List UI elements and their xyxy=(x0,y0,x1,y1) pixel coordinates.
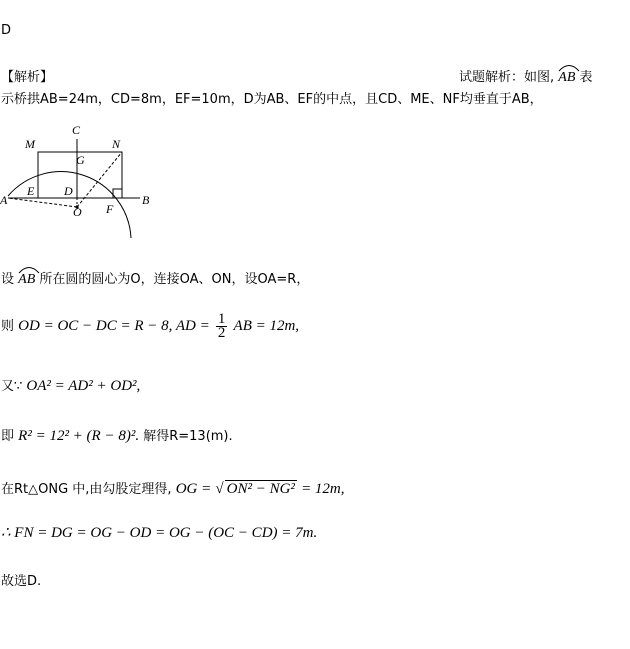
solution-line-1: 设 AB 所在圆的圆心为O，连接OA、ON，设OA=R， xyxy=(1,268,309,288)
fraction-one-half: $\frac{1}{2}$ xyxy=(217,311,226,341)
analysis-intro xyxy=(459,66,593,86)
label-g: G xyxy=(76,153,85,167)
solution-line-4: 即 R² = 12² + (R − 8)². 解得R=13(m). xyxy=(1,428,233,444)
solution-conclusion: 故选D. xyxy=(1,574,42,589)
equation-pythag: OA² = AD² + OD², xyxy=(26,378,141,394)
label-f: F xyxy=(106,202,114,216)
problem-statement: 示桥拱AB=24m，CD=8m，EF=10m，D为AB、EF的中点，且CD、ME、NF均垂直于AB， xyxy=(1,92,543,107)
label-e: E xyxy=(27,184,35,198)
line-oa xyxy=(8,198,77,207)
analysis-title: 【解析】 xyxy=(1,70,54,85)
intro-text: 试题解析：如图, xyxy=(459,70,555,85)
label-n: N xyxy=(112,137,121,151)
label-c: C xyxy=(72,123,81,137)
answer-text: D xyxy=(1,23,12,38)
bridge-arch-diagram xyxy=(0,120,160,245)
equation-od: OD = OC − DC = R − 8, AD = xyxy=(18,318,210,334)
arc-ab-label: AB xyxy=(558,70,575,86)
solution-line-2: 则 OD = OC − DC = R − 8, AD = $\frac{1}{2}$ AB = 12m, xyxy=(1,311,300,341)
solution-line-5: 在Rt△ONG 中,由勾股定理得, OG = √ ON² − NG² = 12m, xyxy=(1,481,345,497)
label-m: M xyxy=(25,137,35,151)
sqrt-expression: √ ON² − NG² xyxy=(215,481,295,497)
label-a: A xyxy=(0,193,8,207)
label-o: O xyxy=(73,205,82,219)
label-b: B xyxy=(142,193,150,207)
equation-r: R² = 12² + (R − 8)². xyxy=(18,428,140,444)
label-d: D xyxy=(64,184,73,198)
intro-tail: 表 xyxy=(579,70,593,85)
solution-line-3: 又∵ OA² = AD² + OD², xyxy=(1,378,141,394)
arc-ab-label-2: AB xyxy=(18,272,35,288)
solution-line-6: ∴ FN = DG = OG − OD = OG − (OC − CD) = 7m. xyxy=(1,525,318,541)
